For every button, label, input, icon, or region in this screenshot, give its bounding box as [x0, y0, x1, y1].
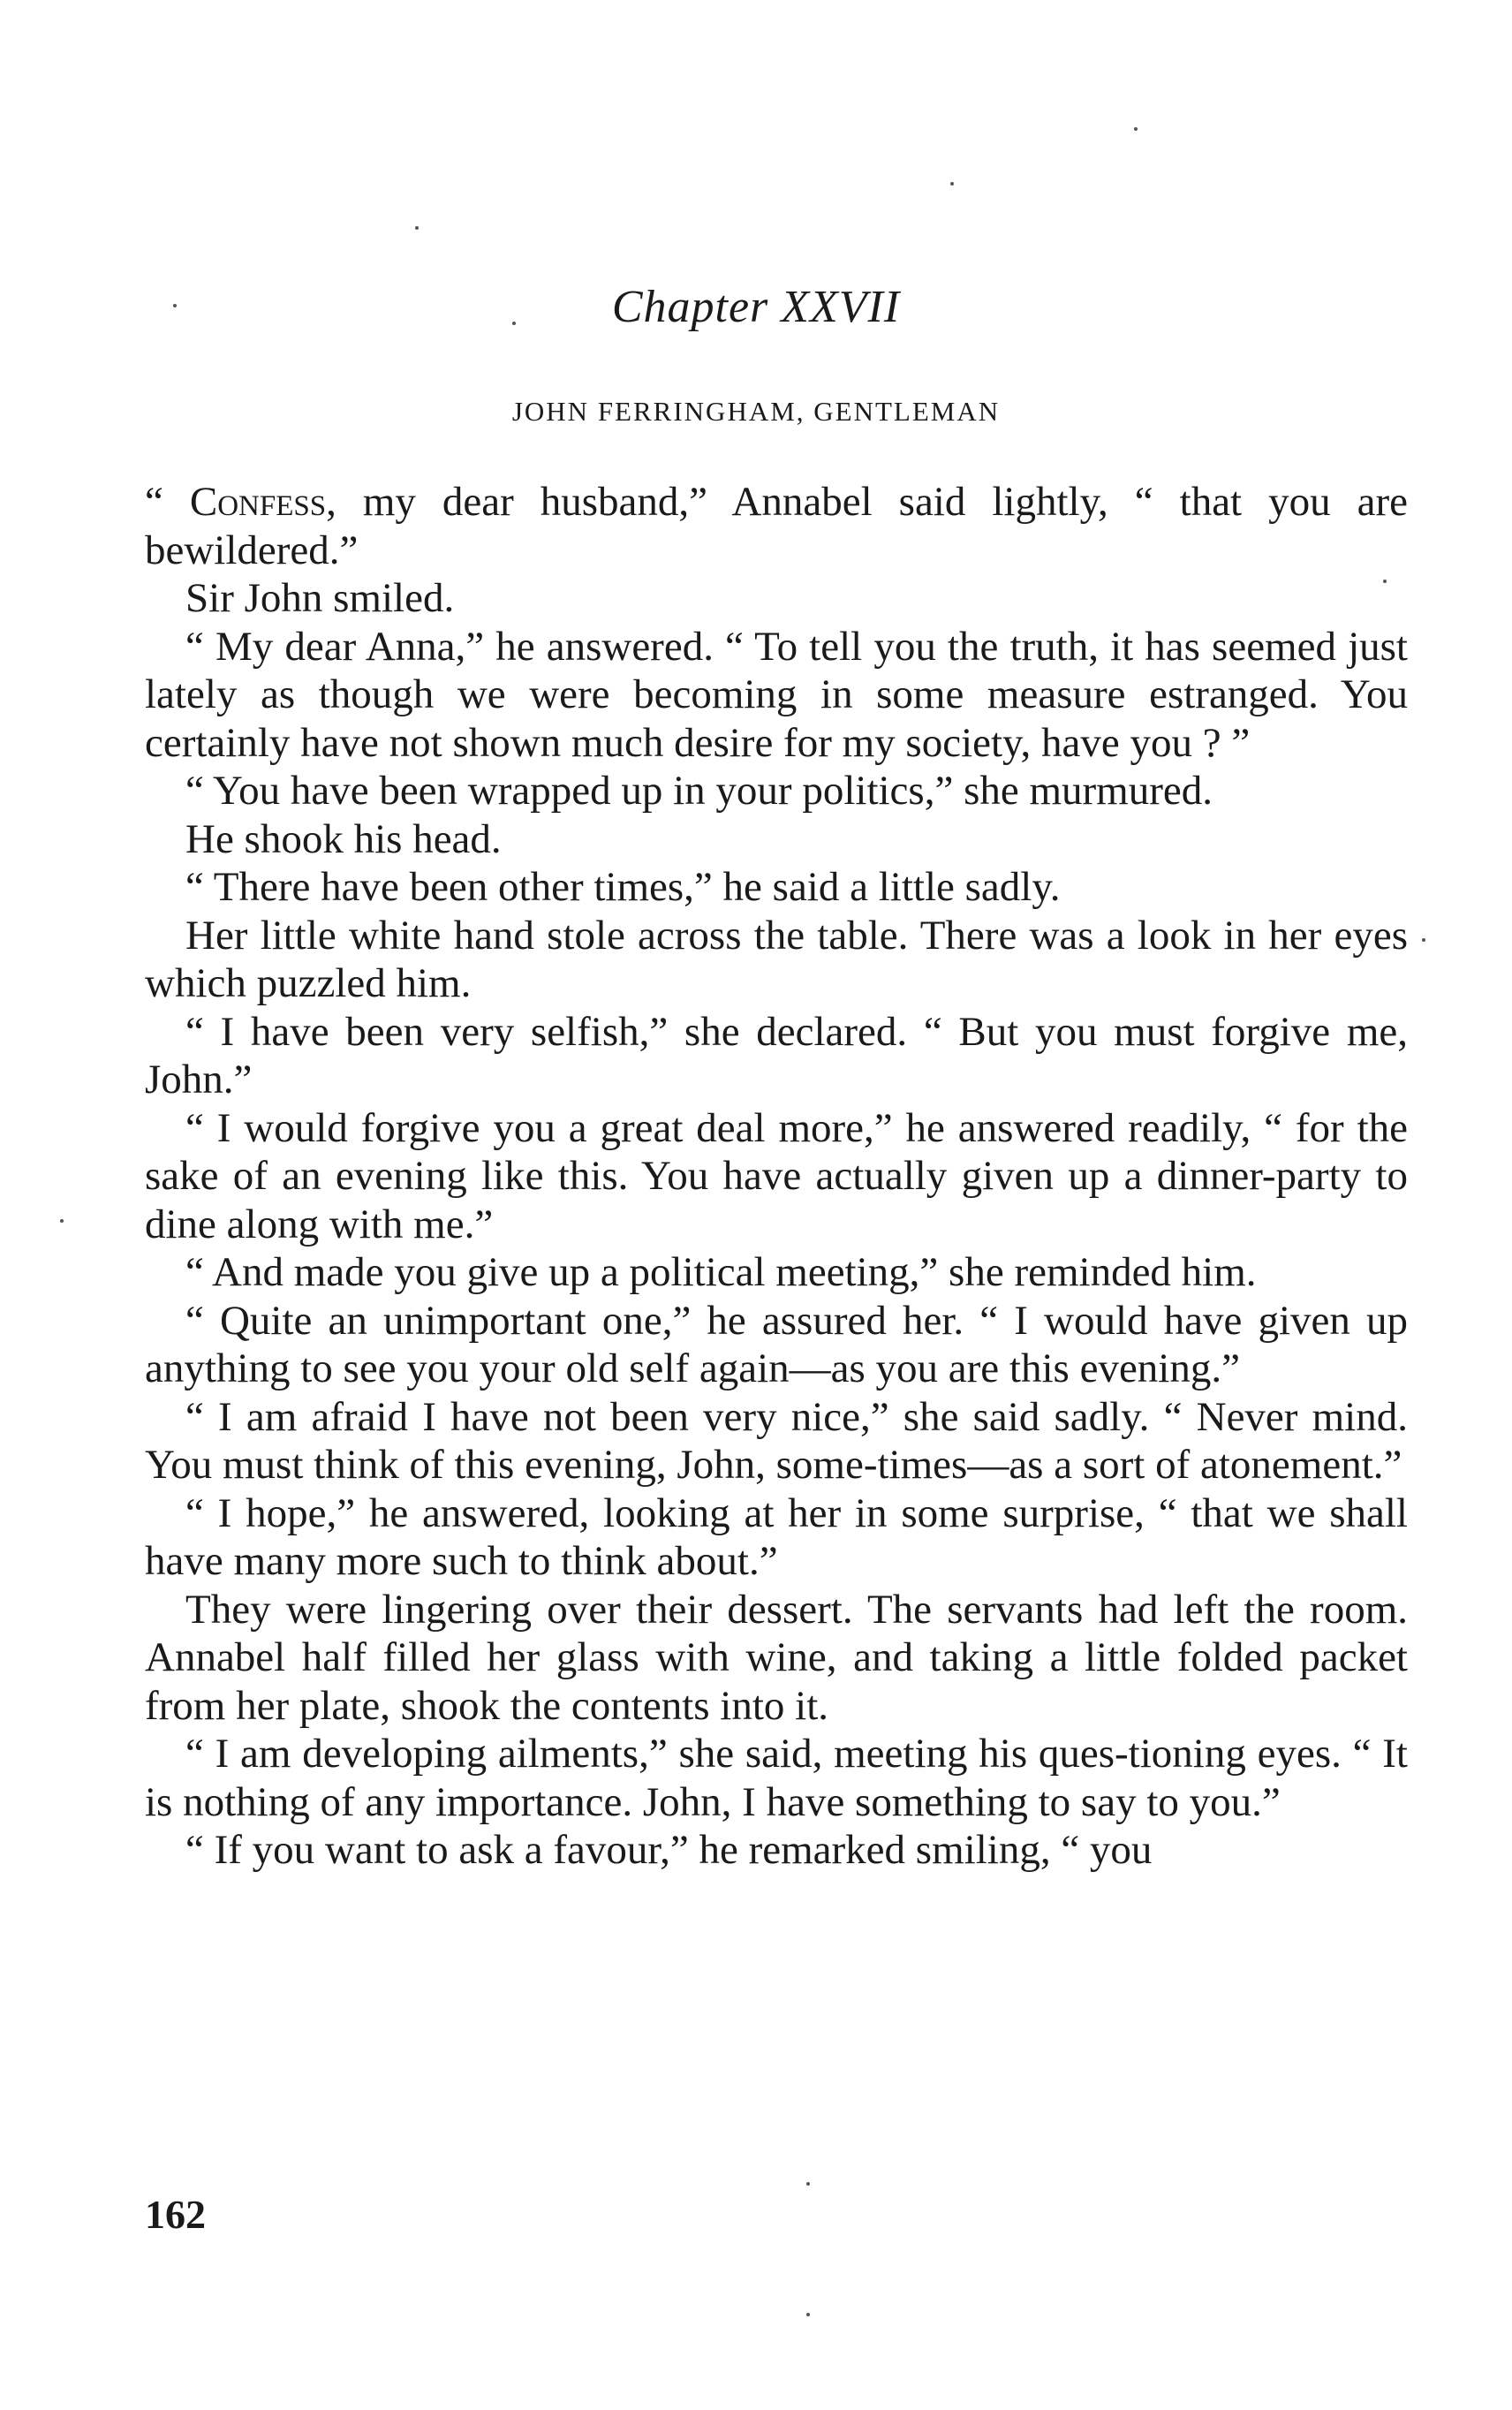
paragraph: “ And made you give up a political meeting,” she reminded him.: [185, 1249, 1257, 1295]
paragraph-text: my dear husband,” Annabel said lightly, “ that you are bewildered.”: [145, 479, 1408, 573]
paragraph: “ I have been very selfish,” she declared. “ But you must forgive me, John.”: [145, 1008, 1408, 1103]
chapter-title: Chapter XXVII: [611, 282, 901, 332]
scan-speck: [1383, 580, 1387, 583]
scan-speck: [1134, 127, 1138, 131]
paragraph-lead: “ Confess,: [145, 479, 336, 525]
paragraph: Sir John smiled.: [185, 575, 455, 621]
paragraph: “ Quite an unimportant one,” he assured her. “ I would have given up anything to see you your old self again—as you are this evening.”: [145, 1297, 1408, 1391]
paragraph: “ I am developing ailments,” she said, meeting his ques-tioning eyes. “ It is nothing of any importance. John, I have something to say to you.”: [145, 1731, 1408, 1825]
paragraph: “ If you want to ask a favour,” he remarked smiling, “ you: [185, 1827, 1153, 1873]
paragraph: They were lingering over their dessert. The servants had left the room. Annabel half filled her glass with wine, and taking a little folded packet from her plate, shook the contents into it.: [145, 1586, 1408, 1729]
scan-speck: [806, 2182, 810, 2186]
scan-speck: [950, 182, 954, 186]
paragraph: He shook his head.: [185, 815, 502, 862]
body-text: [145, 478, 1408, 1875]
paragraph: “ My dear Anna,” he answered. “ To tell you the truth, it has seemed just lately as though we were becoming in some measure estranged. You certainly have not shown much desire for my society, have you ? ”: [145, 623, 1408, 766]
scan-speck: [512, 322, 516, 325]
scan-speck: [1422, 938, 1425, 942]
scan-speck: [60, 1219, 64, 1223]
paragraph: “ I am afraid I have not been very nice,” she said sadly. “ Never mind. You must think of this evening, John, some-times—as a sort of atonement.”: [145, 1393, 1408, 1488]
scan-speck: [415, 226, 419, 230]
paragraph: “ There have been other times,” he said a little sadly.: [185, 864, 1061, 910]
chapter-subtitle: JOHN FERRINGHAM, GENTLEMAN: [511, 396, 1001, 427]
paragraph: “ I hope,” he answered, looking at her in some surprise, “ that we shall have many more such to think about.”: [145, 1489, 1408, 1584]
paragraph: “ I would forgive you a great deal more,” he answered readily, “ for the sake of an evening like this. You have actually given up a dinner-party to dine along with me.”: [145, 1104, 1408, 1247]
scan-speck: [806, 2313, 810, 2316]
page-number: 162: [145, 2192, 206, 2237]
paragraph: Her little white hand stole across the table. There was a look in her eyes which puzzled him.: [145, 912, 1408, 1006]
paragraph: [145, 478, 1408, 574]
paragraph: “ You have been wrapped up in your politics,” she murmured.: [185, 768, 1213, 814]
scan-speck: [173, 304, 177, 307]
